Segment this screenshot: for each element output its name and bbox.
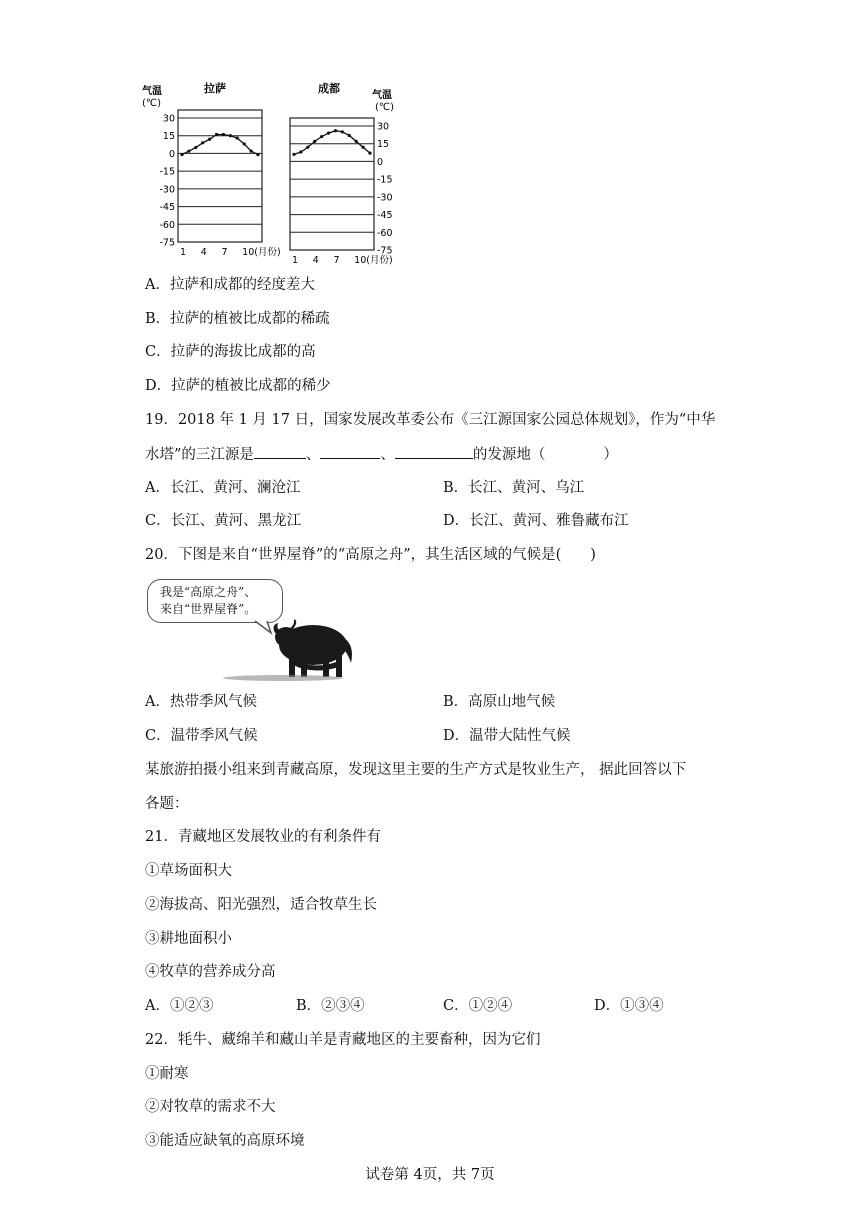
chengdu-point-1 [292, 153, 295, 156]
intro-line-1: 某旅游拍摄小组来到青藏高原，发现这里主要的生产方式是牧业生产， 据此回答以下 [145, 762, 687, 778]
q21-item-1: ①草场面积大 [145, 863, 232, 879]
q22-item-1: ①耐寒 [145, 1066, 189, 1082]
chengdu-point-8 [341, 130, 344, 133]
yak-silhouette-icon [274, 619, 352, 677]
q21-item-2: ②海拔高、阳光强烈，适合牧草生长 [145, 897, 377, 913]
q19-option-a[interactable]: A．长江、黄河、澜沧江 [145, 480, 301, 496]
chengdu-title: 成都 [318, 82, 340, 95]
q19-stem-line2 [145, 444, 618, 465]
lhasa-ylabel-1: 气温 [142, 86, 162, 97]
lhasa-ytick-5: -45 [159, 202, 175, 214]
q20-option-c[interactable]: C．温带季风气候 [145, 728, 258, 744]
chengdu-chart [290, 118, 393, 266]
lhasa-point-2 [187, 149, 190, 152]
lhasa-xtick-0: 1 [180, 247, 187, 258]
q18-option-d[interactable]: D．拉萨的植被比成都的稀少 [145, 378, 331, 394]
q19-option-d[interactable]: D．长江、黄河、雅鲁藏布江 [443, 513, 629, 529]
q21-stem: 21．青藏地区发展牧业的有利条件有 [145, 829, 381, 845]
q20-stem: 20．下图是来自“世界屋脊”的“高原之舟”，其生活区域的气候是( ) [145, 547, 596, 563]
q18-option-c[interactable]: C．拉萨的海拔比成都的高 [145, 344, 316, 360]
lhasa-ylabel-2: (℃) [142, 98, 162, 109]
q19-blank-3 [395, 444, 473, 459]
intro-line-2: 各题： [145, 796, 189, 812]
bubble-tail [255, 621, 271, 633]
chengdu-ytick-0: 30 [377, 121, 390, 133]
yak-illustration [143, 575, 363, 687]
q21-option-b[interactable]: B．②③④ [296, 998, 365, 1014]
chengdu-point-2 [299, 150, 302, 153]
climate-charts [140, 76, 406, 272]
q18-option-a[interactable]: A．拉萨和成都的经度差大 [145, 277, 315, 293]
lhasa-title: 拉萨 [204, 82, 226, 95]
chengdu-xtick-2: 7 [333, 255, 340, 266]
q20-option-b[interactable]: B．高原山地气候 [443, 694, 556, 710]
lhasa-xtick-1: 4 [200, 247, 207, 258]
yak-figure [143, 575, 363, 687]
lhasa-ytick-4: -30 [159, 184, 175, 196]
lhasa-ytick-7: -75 [159, 237, 175, 249]
lhasa-chart [159, 110, 280, 258]
q19-sep-2: 、 [380, 447, 395, 463]
chengdu-point-11 [361, 146, 364, 149]
lhasa-ytick-6: -60 [159, 219, 175, 231]
q21-option-c[interactable]: C．①②④ [443, 998, 513, 1014]
q21-item-3: ③耕地面积小 [145, 931, 232, 947]
chengdu-point-5 [320, 135, 323, 138]
q19-stem-post: 的发源地（ ） [472, 447, 618, 463]
q21-item-4: ④牧草的营养成分高 [145, 964, 276, 980]
lhasa-ytick-2: 0 [168, 148, 175, 160]
lhasa-point-9 [236, 136, 239, 139]
chengdu-ytick-5: -45 [377, 210, 393, 222]
lhasa-ytick-0: 30 [162, 113, 175, 125]
q20-option-d[interactable]: D．温带大陆性气候 [443, 728, 571, 744]
q19-stem-line1: 19．2018 年 1 月 17 日，国家发展改革委公布《三江源国家公园总体规划》，作为“中华 [145, 412, 716, 428]
chengdu-ylabel-1: 气温 [372, 90, 392, 101]
lhasa-point-1 [180, 153, 183, 156]
q19-sep-1: 、 [305, 447, 321, 463]
q19-option-b[interactable]: B．长江、黄河、乌江 [443, 480, 585, 496]
lhasa-point-3 [194, 146, 197, 149]
q19-stem-pre: 水塔”的三江源是 [145, 447, 254, 463]
q18-option-b[interactable]: B．拉萨的植被比成都的稀疏 [145, 311, 330, 327]
q19-blank-1 [254, 444, 306, 459]
lhasa-point-6 [215, 133, 218, 136]
q21-option-a[interactable]: A．①②③ [145, 998, 214, 1014]
q22-item-3: ③能适应缺氧的高原环境 [145, 1133, 305, 1149]
chengdu-xtick-0: 1 [292, 255, 299, 266]
q21-option-d[interactable]: D．①③④ [594, 998, 664, 1014]
chengdu-point-9 [348, 134, 351, 137]
climate-charts-svg [140, 76, 406, 272]
chengdu-ytick-3: -15 [377, 174, 393, 186]
q22-stem: 22．牦牛、藏绵羊和藏山羊是青藏地区的主要畜种，因为它们 [145, 1032, 541, 1048]
chengdu-frame [290, 118, 374, 250]
chengdu-point-4 [313, 140, 316, 143]
lhasa-point-8 [229, 134, 232, 137]
chengdu-ytick-4: -30 [377, 192, 393, 204]
chengdu-point-7 [334, 129, 337, 132]
lhasa-point-12 [256, 153, 259, 156]
q22-item-2: ②对牧草的需求不大 [145, 1099, 276, 1115]
q19-blank-2 [320, 444, 380, 459]
q19-option-c[interactable]: C．长江、黄河、黑龙江 [145, 513, 302, 529]
lhasa-frame [178, 110, 262, 242]
chengdu-ytick-7: -75 [377, 245, 393, 257]
lhasa-point-10 [243, 142, 246, 145]
chengdu-xtick-3: 10(月份) [354, 255, 393, 266]
bubble-line-1: 我是“高原之舟”、 [160, 585, 257, 599]
yak-shadow [223, 675, 343, 681]
chengdu-ytick-6: -60 [377, 227, 393, 239]
chengdu-point-3 [306, 146, 309, 149]
chengdu-xtick-1: 4 [312, 255, 319, 266]
lhasa-ytick-3: -15 [159, 166, 175, 178]
lhasa-point-7 [222, 133, 225, 136]
lhasa-point-4 [201, 141, 204, 144]
lhasa-temperature-line [182, 135, 258, 155]
q20-option-a[interactable]: A．热带季风气候 [145, 694, 257, 710]
chengdu-point-6 [327, 131, 330, 134]
chengdu-ylabel-2: (℃) [375, 102, 395, 113]
lhasa-point-11 [249, 149, 252, 152]
chengdu-temperature-line [294, 131, 370, 155]
bubble-line-2: 来自“世界屋脊”。 [160, 602, 257, 616]
chengdu-point-12 [368, 152, 371, 155]
lhasa-xtick-3: 10(月份) [242, 247, 281, 258]
lhasa-point-5 [208, 138, 211, 141]
page-footer: 试卷第 4页，共 7页 [365, 1167, 495, 1183]
chengdu-point-10 [355, 140, 358, 143]
lhasa-xtick-2: 7 [221, 247, 228, 258]
chengdu-ytick-1: 15 [377, 139, 390, 151]
chengdu-ytick-2: 0 [377, 156, 384, 168]
lhasa-ytick-1: 15 [162, 131, 175, 143]
